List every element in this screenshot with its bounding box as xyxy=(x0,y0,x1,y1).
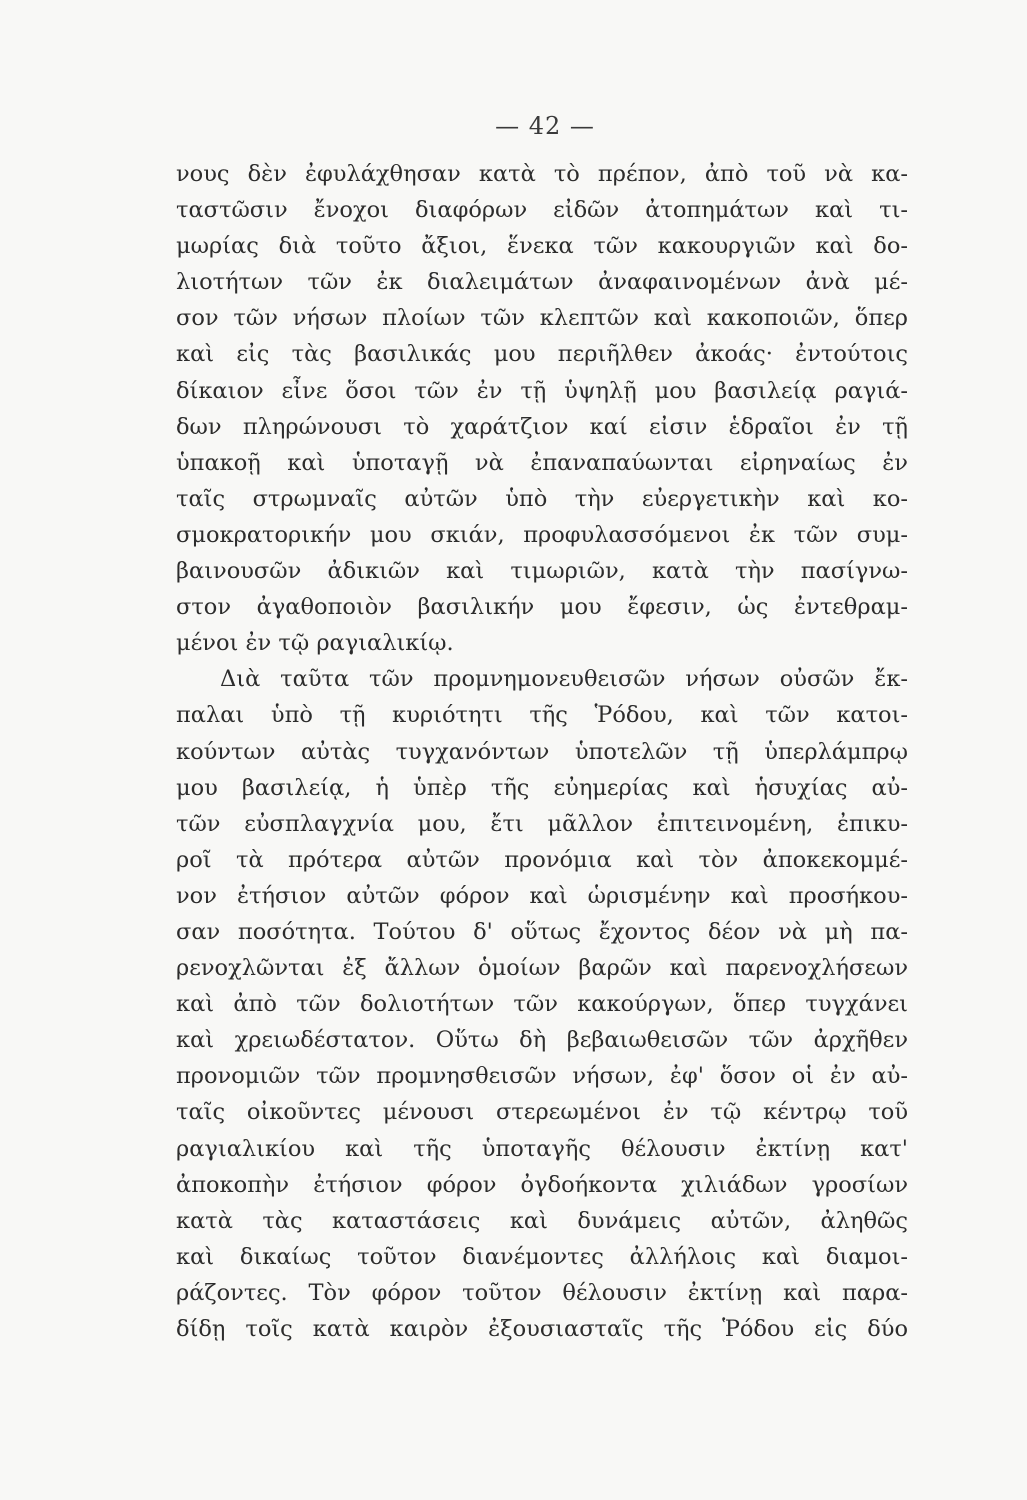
text-line: ὑπακοῇ καὶ ὑποταγῇ νὰ ἐπαναπαύωνται εἰρηναίως ἐν xyxy=(176,449,908,476)
text-line: λιοτήτων τῶν ἐκ διαλειμάτων ἀναφαινομένων ἀνὰ μέ- xyxy=(176,269,908,296)
text-line: μένοι ἐν τῷ ραγιαλικίῳ. xyxy=(176,630,454,657)
text-line: δίδῃ τοῖς κατὰ καιρὸν ἐξουσιασταῖς τῆς Ῥόδου εἰς δύο xyxy=(176,1316,908,1342)
text-line: δίκαιον εἶνε ὅσοι τῶν ἐν τῇ ὑψηλῇ μου βασιλείᾳ ραγιά- xyxy=(176,377,908,404)
text-line: ταῖς στρωμναῖς αὐτῶν ὑπὸ τὴν εὐεργετικὴν καὶ κο- xyxy=(176,485,908,512)
text-line: στον ἀγαθοποιὸν βασιλικήν μου ἔφεσιν, ὡς ἐντεθραμ- xyxy=(176,594,908,621)
text-line: βαινουσῶν ἀδικιῶν καὶ τιμωριῶν, κατὰ τὴν πασίγνω- xyxy=(176,558,908,585)
text-line: κούντων αὐτὰς τυγχανόντων ὑποτελῶν τῇ ὑπερλάμπρῳ xyxy=(176,738,908,765)
text-line: ρενοχλῶνται ἐξ ἄλλων ὁμοίων βαρῶν καὶ παρενοχλήσεων xyxy=(176,955,908,982)
text-line: ραγιαλικίου καὶ τῆς ὑποταγῆς θέλουσιν ἐκτίνῃ κατ' xyxy=(176,1135,908,1162)
text-line: παλαι ὑπὸ τῇ κυριότητι τῆς Ῥόδου, καὶ τῶν κατοι- xyxy=(176,702,908,729)
text-line: καὶ χρειωδέστατον. Οὕτω δὴ βεβαιωθεισῶν τῶν ἀρχῆθεν xyxy=(176,1027,908,1054)
text-line: σμοκρατορικήν μου σκιάν, προφυλασσόμενοι ἐκ τῶν συμ- xyxy=(176,521,908,548)
text-line: σαν ποσότητα. Τούτου δ' οὕτως ἔχοντος δέον νὰ μὴ πα- xyxy=(176,918,908,945)
text-line: ταστῶσιν ἔνοχοι διαφόρων εἰδῶν ἀτοπημάτων καὶ τι- xyxy=(176,197,908,224)
text-line: ἀποκοπὴν ἐτήσιον φόρον ὀγδοήκοντα χιλιάδων γροσίων xyxy=(176,1171,908,1198)
text-line: καὶ δικαίως τοῦτον διανέμοντες ἀλλήλοις καὶ διαμοι- xyxy=(176,1243,908,1270)
text-line: καὶ εἰς τὰς βασιλικάς μου περιῆλθεν ἀκοάς· ἐντούτοις xyxy=(176,341,908,368)
text-line: ταῖς οἰκοῦντες μένουσι στερεωμένοι ἐν τῷ κέντρῳ τοῦ xyxy=(176,1099,908,1126)
text-line: μωρίας διὰ τοῦτο ἄξιοι, ἕνεκα τῶν κακουργιῶν καὶ δο- xyxy=(176,233,908,260)
text-line: Διὰ ταῦτα τῶν προμνημονευθεισῶν νήσων οὐσῶν ἔκ- xyxy=(220,666,908,693)
text-line: σον τῶν νήσων πλοίων τῶν κλεπτῶν καὶ κακοποιῶν, ὅπερ xyxy=(176,305,908,332)
page-number: — 42 — xyxy=(495,112,595,140)
text-line: μου βασιλείᾳ, ἡ ὑπὲρ τῆς εὐημερίας καὶ ἡσυχίας αὐ- xyxy=(176,774,908,801)
text-line: ράζοντες. Τὸν φόρον τοῦτον θέλουσιν ἐκτίνῃ καὶ παρα- xyxy=(176,1279,908,1306)
body-text xyxy=(176,156,908,1347)
text-line: ροῖ τὰ πρότερα αὐτῶν προνόμια καὶ τὸν ἀποκεκομμέ- xyxy=(176,846,908,873)
text-line: προνομιῶν τῶν προμνησθεισῶν νήσων, ἐφ' ὅσον οἱ ἐν αὐ- xyxy=(176,1063,908,1090)
text-line: νον ἐτήσιον αὐτῶν φόρον καὶ ὡρισμένην καὶ προσήκου- xyxy=(176,882,908,909)
text-line: τῶν εὐσπλαγχνία μου, ἔτι μᾶλλον ἐπιτεινομένη, ἐπικυ- xyxy=(176,810,908,837)
text-line: καὶ ἀπὸ τῶν δολιοτήτων τῶν κακούργων, ὅπερ τυγχάνει xyxy=(176,991,908,1018)
text-line: κατὰ τὰς καταστάσεις καὶ δυνάμεις αὐτῶν, ἀληθῶς xyxy=(176,1207,908,1234)
text-line: δων πληρώνουσι τὸ χαράτζιον καί εἰσιν ἑδραῖοι ἐν τῇ xyxy=(176,413,908,440)
text-line: νους δὲν ἐφυλάχθησαν κατὰ τὸ πρέπον, ἀπὸ τοῦ νὰ κα- xyxy=(176,161,908,187)
